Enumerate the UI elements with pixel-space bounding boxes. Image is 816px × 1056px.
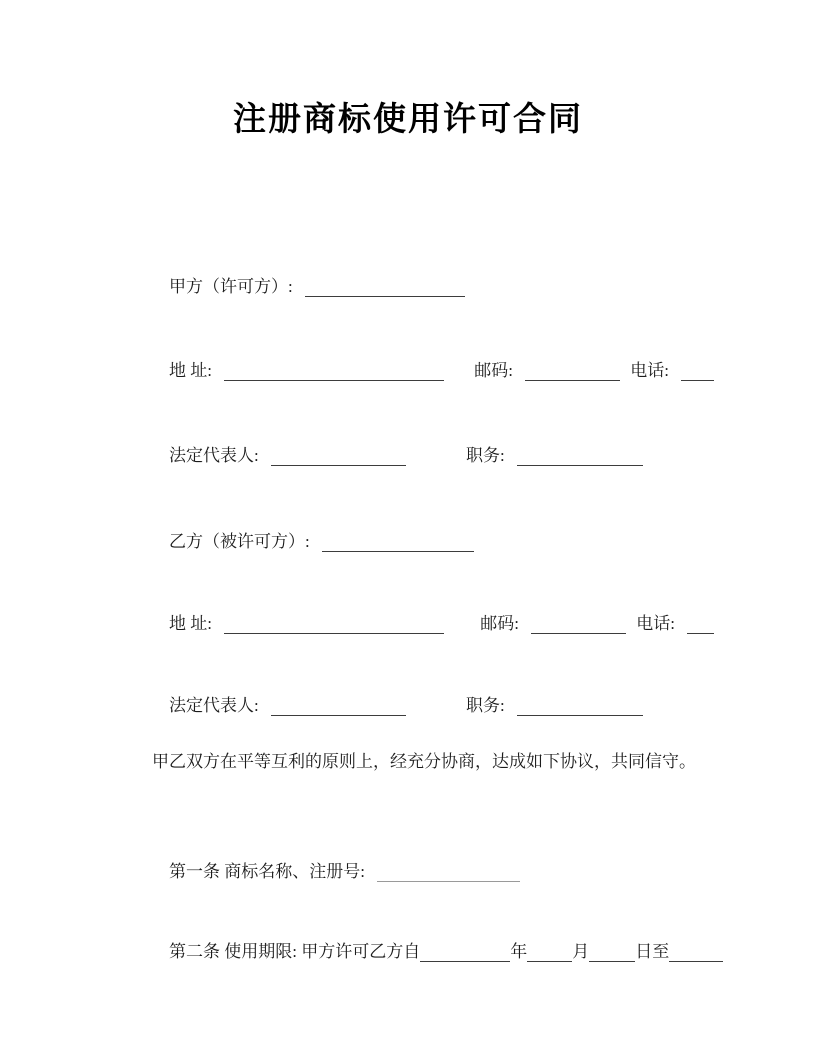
party-a-phone-label: 电话: — [630, 361, 674, 380]
party-a-address-label: 地 址: — [169, 361, 217, 380]
party-a-rep-blank — [271, 448, 406, 466]
document-title: 注册商标使用许可合同 — [233, 100, 583, 137]
party-a-zip-blank — [525, 363, 620, 381]
party-b-name-row — [152, 509, 474, 575]
article-2-day-to-label: 日至 — [635, 942, 670, 961]
party-b-address-label: 地 址: — [169, 614, 217, 633]
article-1-number: 第一条 — [169, 862, 220, 881]
party-a-name-row — [152, 254, 465, 320]
party-a-phone-blank — [681, 363, 714, 381]
article-2-year-label: 年 — [510, 942, 528, 961]
party-b-phone-label: 电话: — [636, 614, 680, 633]
party-a-position-blank — [517, 448, 643, 466]
party-b-zip-label: 邮码: — [480, 614, 524, 633]
party-b-position-blank — [517, 698, 643, 716]
article-2-month-label: 月 — [572, 942, 590, 961]
article-1-text: 商标名称、注册号: — [220, 862, 370, 881]
article-1-row — [152, 839, 520, 905]
party-b-position-label: 职务: — [465, 696, 509, 715]
party-b-representative-row — [152, 673, 643, 739]
party-a-address-row — [152, 338, 714, 404]
party-b-rep-label: 法定代表人: — [169, 696, 263, 715]
article-1-blank — [377, 864, 520, 882]
party-a-position-label: 职务: — [465, 446, 509, 465]
party-a-rep-label: 法定代表人: — [169, 446, 263, 465]
party-a-name-blank — [305, 279, 465, 297]
preamble-paragraph: 甲乙双方在平等互利的原则上，经充分协商，达成如下协议，共同信守。 — [152, 752, 696, 771]
article-2-end-blank — [669, 944, 723, 962]
party-a-address-blank — [224, 363, 444, 381]
article-2-number: 第二条 — [169, 942, 220, 961]
party-a-representative-row — [152, 423, 643, 489]
article-2-month-blank — [527, 944, 572, 962]
article-2-year-blank — [420, 944, 510, 962]
party-b-address-row — [152, 591, 714, 657]
party-a-zip-label: 邮码: — [474, 361, 518, 380]
party-b-zip-blank — [531, 616, 626, 634]
party-b-address-blank — [224, 616, 444, 634]
article-2-text: 使用期限: 甲方许可乙方自 — [220, 942, 421, 961]
party-b-phone-blank — [687, 616, 714, 634]
party-b-rep-blank — [271, 698, 406, 716]
party-b-name-label: 乙方（被许可方）: — [169, 532, 314, 551]
party-b-name-blank — [322, 534, 474, 552]
party-a-name-label: 甲方（许可方）: — [169, 277, 297, 296]
article-2-row — [152, 919, 723, 985]
article-2-day-blank — [589, 944, 635, 962]
